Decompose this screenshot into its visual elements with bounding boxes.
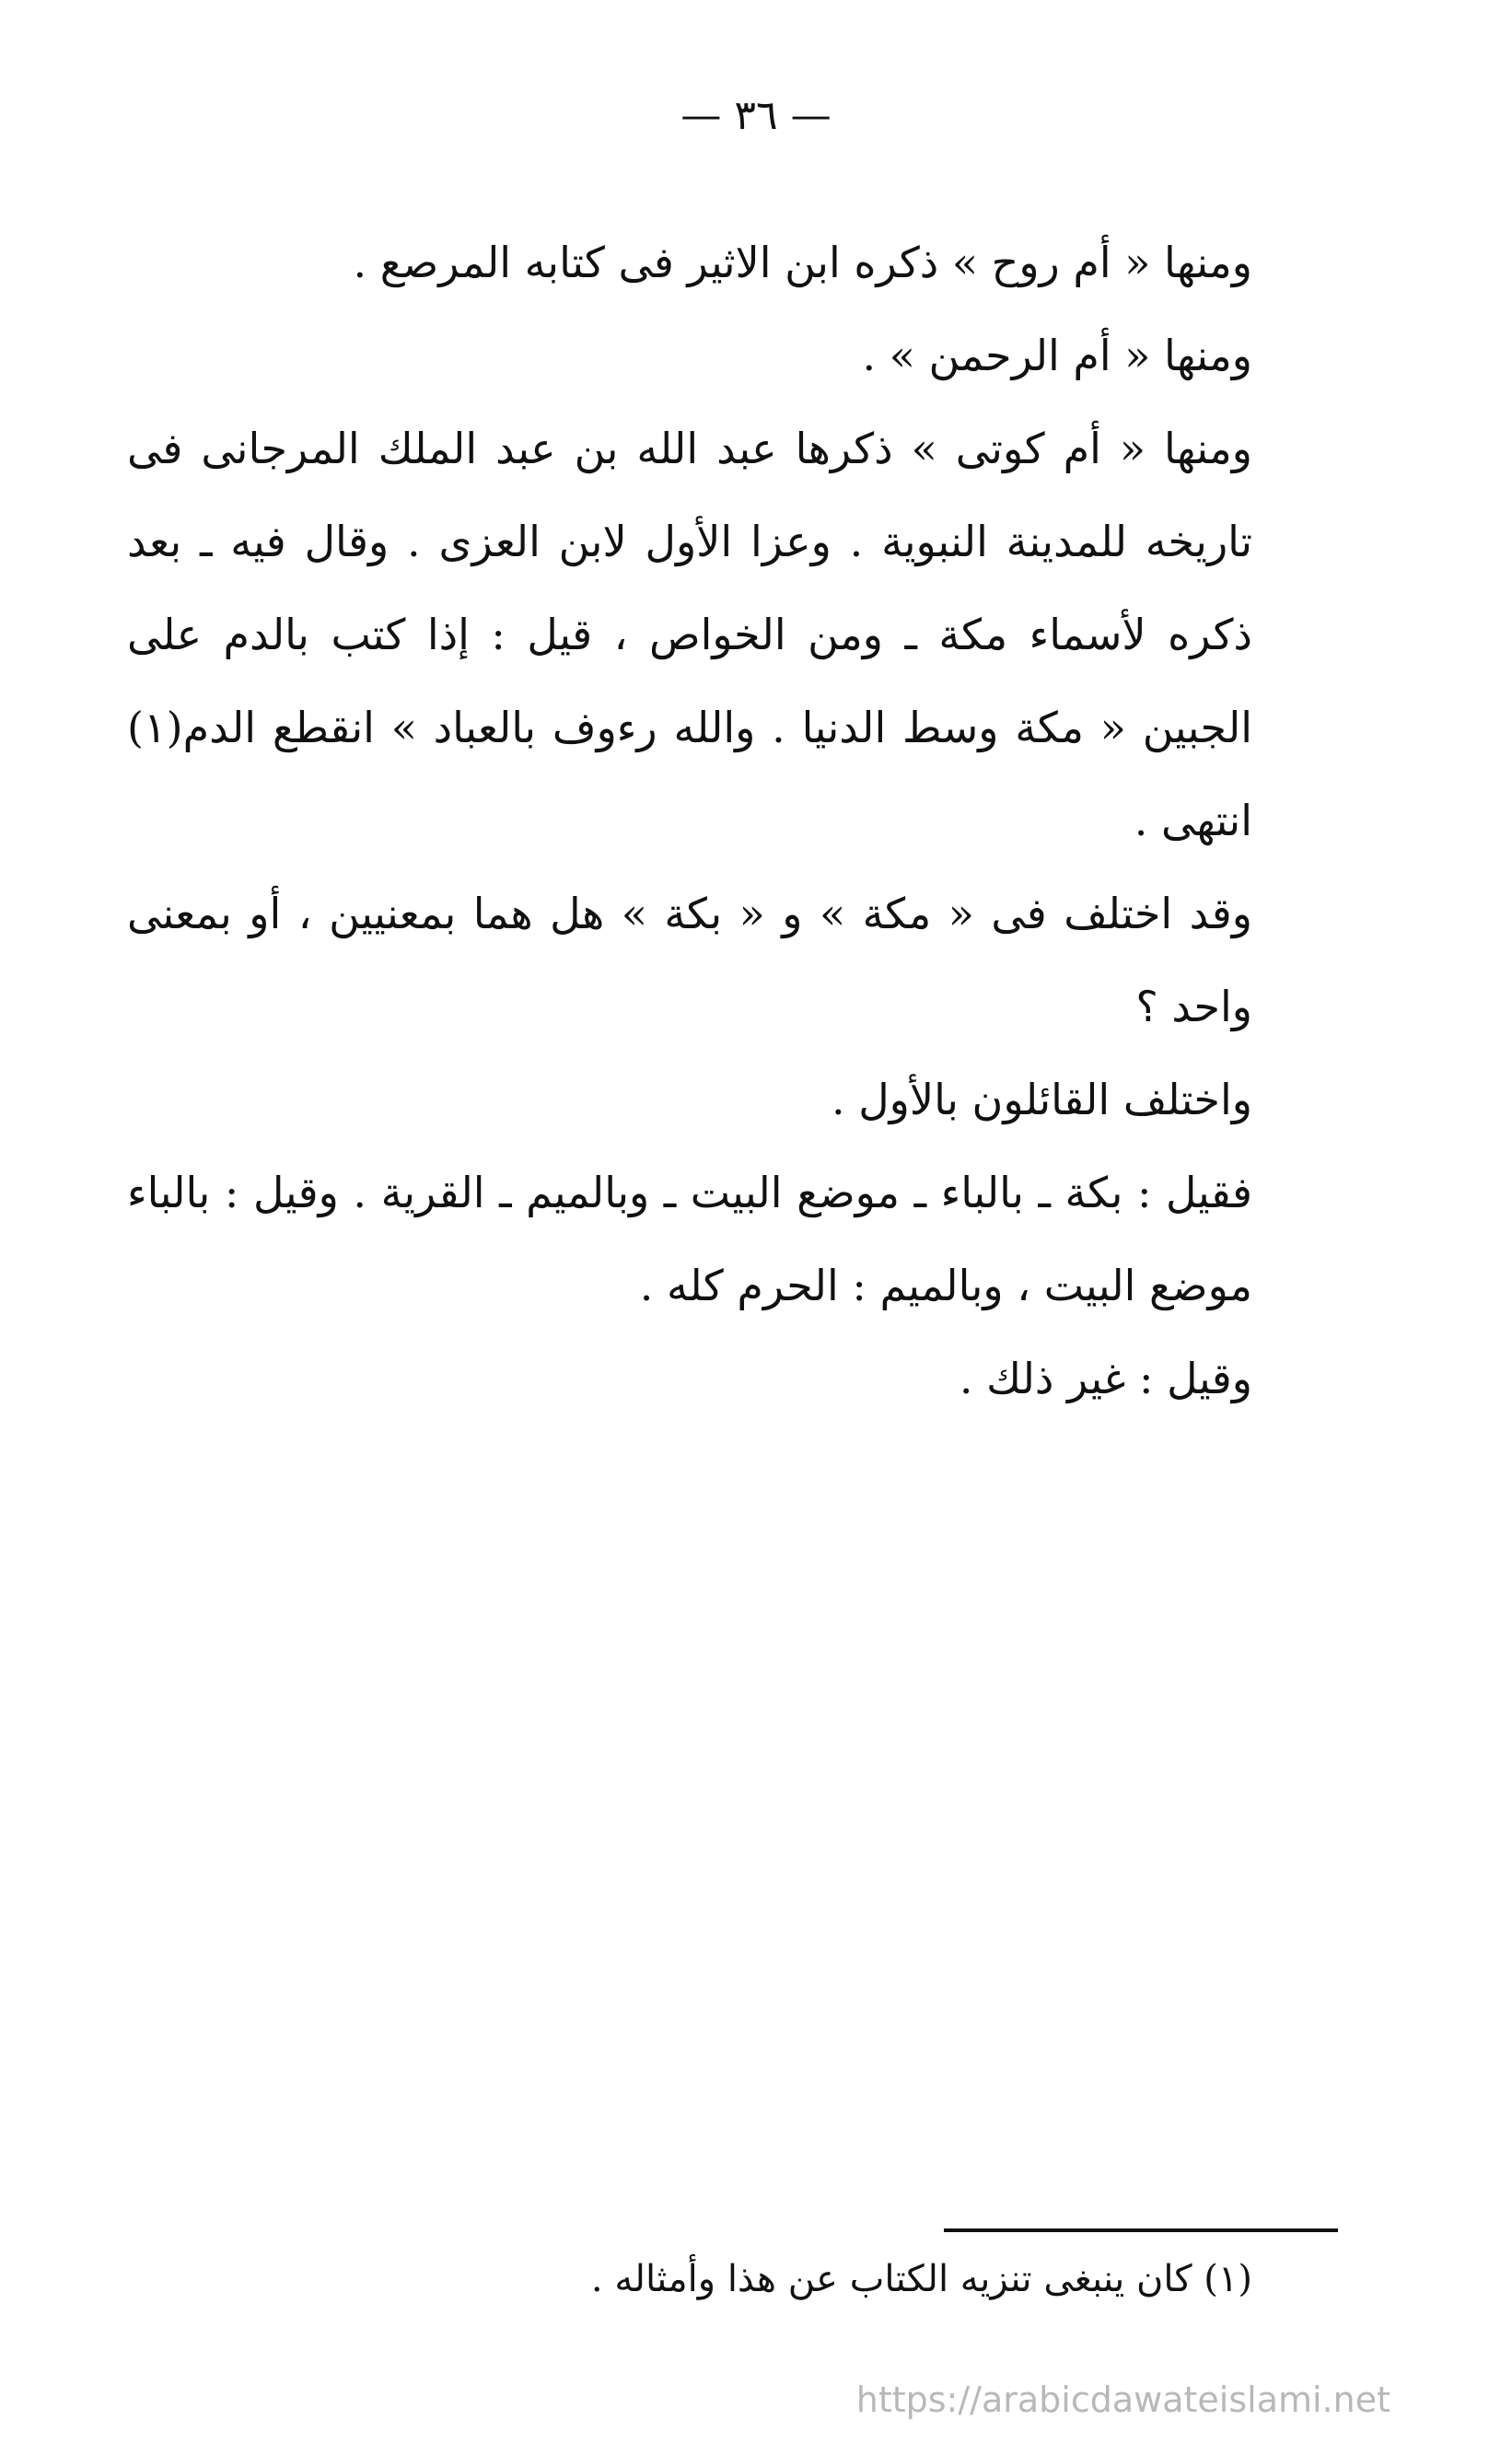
paragraph-bakka-definition: فقيل : بكة ـ بالباء ـ موضع البيت ـ وبالميم ـ القرية . وقيل : بالباء موضع البيت ، وبالميم : الحرم كله .	[127, 1168, 1252, 1310]
paragraph-other-opinion: وقيل : غير ذلك .	[959, 1354, 1252, 1403]
paragraph-first-opinion: واختلف القائلون بالأول .	[832, 1075, 1252, 1124]
page-number: — ٣٦ —	[680, 92, 832, 139]
paragraph-umm-al-rahman: ومنها « أم الرحمن » .	[862, 331, 1252, 380]
footnote: (١) كان ينبغى تنزيه الكتاب عن هذا وأمثاله .	[590, 2258, 1252, 2300]
paragraph-umm-ruh: ومنها « أم روح » ذكره ابن الاثير فى كتابه المرصع .	[353, 238, 1252, 287]
footnote-divider	[944, 2228, 1338, 2232]
paragraph-umm-kutha: ومنها « أم كوتى » ذكرها عبد الله بن عبد الملك المرجانى فى تاريخه للمدينة النبوية . وعزا الأول لابن العزى . وقال فيه ـ بعد ذكره لأسماء مكة ـ ومن الخواص ، قيل : إذا كتب بالدم على الجبين « مكة وسط الدنيا . والله رءوف بالعباد » انقطع الدم(١) انتهى .	[127, 424, 1252, 845]
main-text	[127, 216, 1252, 1425]
paragraph-makka-bakka: وقد اختلف فى « مكة » و « بكة » هل هما بمعنيين ، أو بمعنى واحد ؟	[127, 889, 1252, 1031]
source-watermark: https://arabicdawateislami.net	[855, 2379, 1390, 2420]
